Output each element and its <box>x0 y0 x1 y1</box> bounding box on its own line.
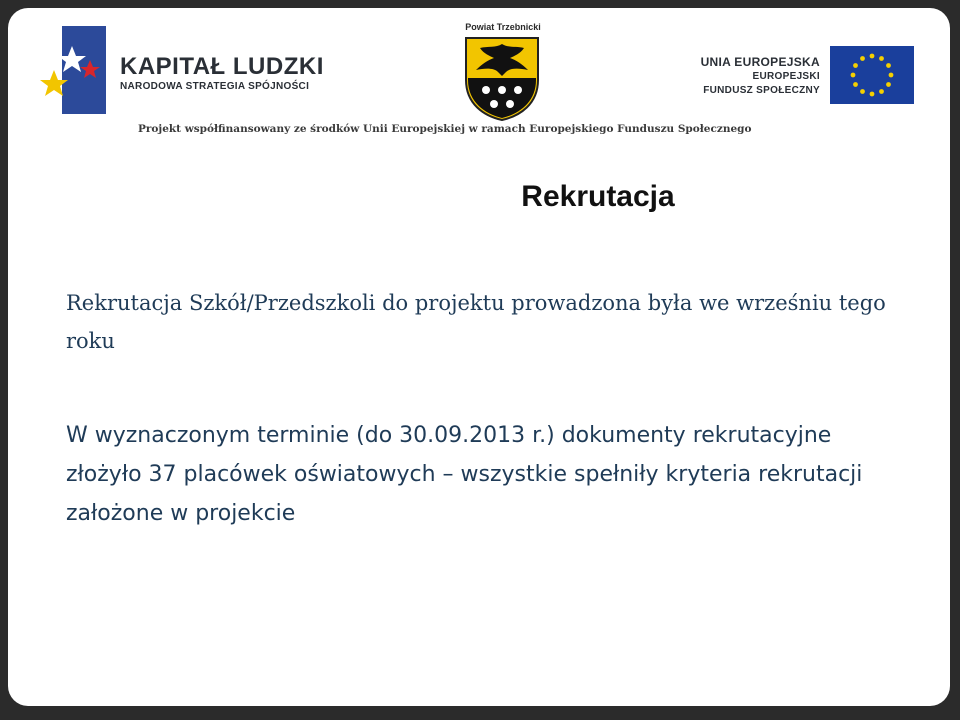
eu-star-icon <box>886 63 891 68</box>
kapital-ludzki-title: KAPITAŁ LUDZKI <box>120 53 324 80</box>
cofinance-note: Projekt współfinansowany ze środków Unii Europejskiej w ramach Europejskiego Funduszu Społecznego <box>138 123 752 135</box>
kapital-ludzki-subtitle: NARODOWA STRATEGIA SPÓJNOŚCI <box>120 81 310 92</box>
powiat-crest-icon <box>458 34 546 122</box>
eu-star-icon <box>860 89 865 94</box>
kapital-ludzki-text <box>120 54 324 94</box>
slide-title-text: Rekrutacja <box>521 180 675 213</box>
eu-union-label: UNIA EUROPEJSKA <box>700 55 820 69</box>
paragraph-deadline: W wyznaczonym terminie (do 30.09.2013 r.) dokumenty rekrutacyjne złożyło 37 placówek oświatowych – wszystkie spełniły kryteria rekrutacji założone w projekcie <box>66 423 863 526</box>
eu-flag-icon <box>830 46 914 104</box>
eu-star-icon <box>879 56 884 61</box>
paragraph-recruitment: Rekrutacja Szkół/Przedszkoli do projektu prowadzona była we wrześniu tego roku <box>66 291 886 353</box>
eu-star-icon <box>889 73 894 78</box>
slide-title <box>8 180 888 214</box>
kapital-ludzki-logo-icon <box>40 26 110 114</box>
eu-star-icon <box>853 63 858 68</box>
slide <box>8 8 950 706</box>
eu-star-icon <box>860 56 865 61</box>
eu-fund-line1: EUROPEJSKI <box>752 71 820 82</box>
crest-label: Powiat Trzebnicki <box>465 22 541 32</box>
eu-star-icon <box>879 89 884 94</box>
eu-star-icon <box>870 54 875 59</box>
eu-text <box>608 54 820 98</box>
eu-star-icon <box>870 92 875 97</box>
eu-star-icon <box>853 82 858 87</box>
eu-star-icon <box>886 82 891 87</box>
eu-fund-line2: FUNDUSZ SPOŁECZNY <box>703 85 820 96</box>
eu-star-icon <box>851 73 856 78</box>
